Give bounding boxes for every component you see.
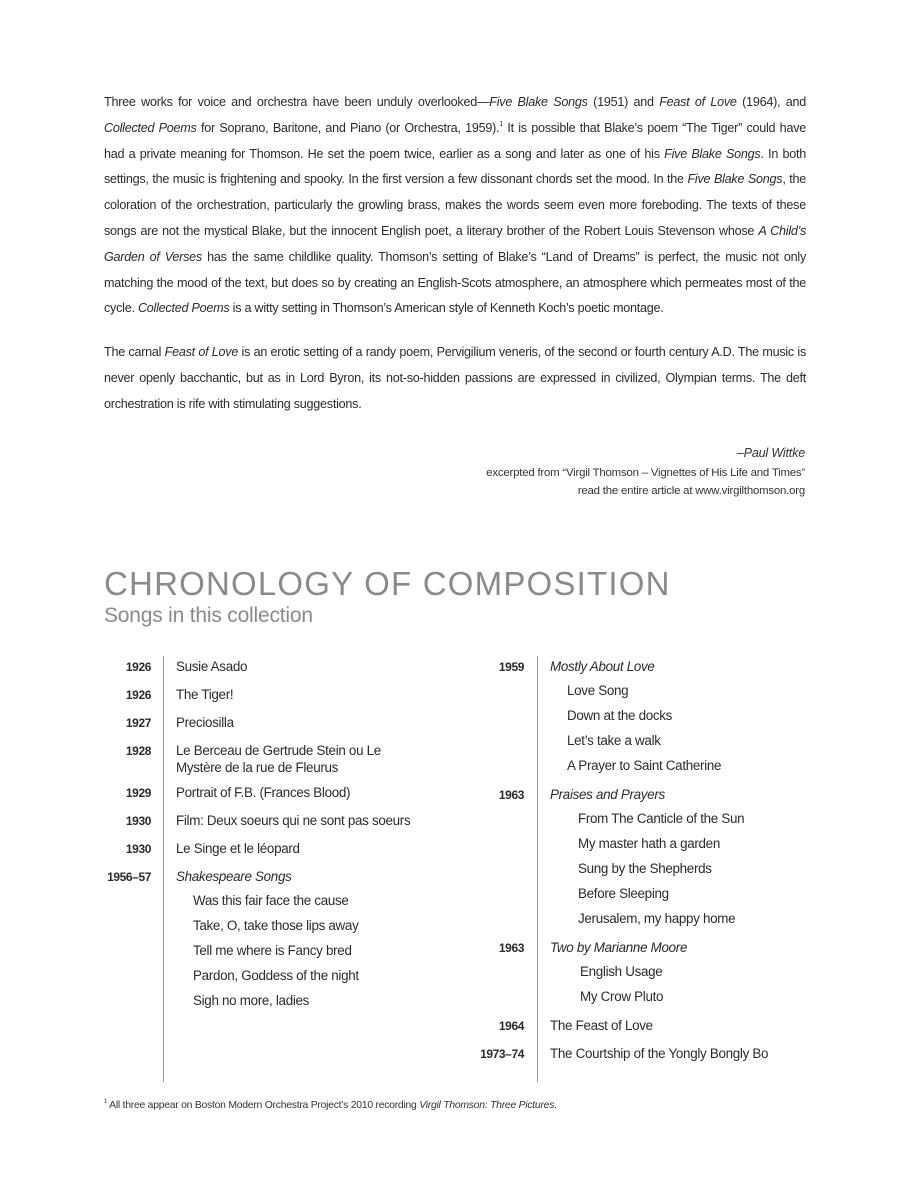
chronology-entry bbox=[470, 937, 810, 1009]
entry-year: 1930 bbox=[125, 842, 151, 856]
entry-title: Portrait of F.B. (Frances Blood) bbox=[176, 785, 351, 800]
entry-year: 1956–57 bbox=[107, 870, 151, 884]
chronology-entry bbox=[470, 656, 810, 778]
song-item: Was this fair face the cause bbox=[193, 893, 349, 908]
essay-paragraph-2 bbox=[104, 340, 806, 417]
song-list bbox=[567, 678, 810, 778]
collection-title: Mostly About Love bbox=[550, 659, 655, 674]
entry-year: 1973–74 bbox=[480, 1047, 524, 1061]
text-run: (1951) and bbox=[587, 95, 660, 109]
collection-title: Shakespeare Songs bbox=[176, 869, 292, 884]
entry-year: 1926 bbox=[125, 688, 151, 702]
text-run: It is possible that Blake’s poem “The Tiger” could have had a private meaning for Thomson. He set the poem twice, earlier as a song and later as one of his bbox=[104, 120, 806, 161]
chronology-left-column bbox=[96, 656, 426, 1019]
song-item: Let’s take a walk bbox=[567, 733, 661, 748]
text-run: Three works for voice and orchestra have been unduly overlooked— bbox=[104, 95, 490, 109]
credits-block bbox=[486, 442, 805, 500]
chronology-entry bbox=[96, 740, 426, 776]
entry-title: The Tiger! bbox=[176, 687, 234, 702]
italic-title: Feast of Love bbox=[659, 95, 737, 109]
song-item: Tell me where is Fancy bred bbox=[193, 943, 352, 958]
text-run: is an erotic setting of a randy poem, Pervigilium veneris, of the second or fourth century A.D. The music is never openly bacchantic, but as in Lord Byron, its not-so-hidden passions are expressed in civilized, Olympian terms. The deft orchestration is rife with stimulating suggestions. bbox=[104, 345, 806, 411]
entry-year: 1927 bbox=[125, 716, 151, 730]
chronology-entry bbox=[470, 784, 810, 931]
song-item: Sigh no more, ladies bbox=[193, 993, 310, 1008]
entry-title: Le Singe et le léopard bbox=[176, 841, 300, 856]
entry-year: 1964 bbox=[498, 1019, 524, 1033]
entry-title: The Courtship of the Yongly Bongly Bo bbox=[550, 1046, 769, 1061]
text-run: The carnal bbox=[104, 345, 165, 360]
italic-title: A Child’s Garden of Verses bbox=[104, 223, 806, 264]
song-list bbox=[580, 959, 810, 1009]
song-item: My Crow Pluto bbox=[580, 989, 664, 1004]
chronology-entry bbox=[96, 782, 426, 804]
song-item: Jerusalem, my happy home bbox=[578, 911, 736, 926]
article-link-line: read the entire article at www.virgilthomson.org bbox=[577, 485, 805, 497]
entry-year: 1926 bbox=[125, 660, 151, 674]
footnote-recording: Virgil Thomson: Three Pictures bbox=[419, 1100, 555, 1111]
song-item: English Usage bbox=[580, 964, 663, 979]
source-line: excerpted from “Virgil Thomson – Vignettes of His Life and Times” bbox=[486, 467, 805, 479]
song-item: Pardon, Goddess of the night bbox=[193, 968, 359, 983]
italic-title: Collected Poems bbox=[137, 301, 230, 316]
entry-title: The Feast of Love bbox=[550, 1018, 653, 1033]
text-run: , the coloration of the orchestration, particularly the growling brass, makes the words seem even more foreboding. The texts of these songs are not the mystical Blake, but the innocent English poet, a literary brother of the Robert Louis Stevenson whose bbox=[104, 172, 806, 238]
collection-title: Two by Marianne Moore bbox=[550, 940, 688, 955]
footnote bbox=[104, 1099, 557, 1111]
section-title: CHRONOLOGY OF COMPOSITION bbox=[104, 565, 671, 602]
chronology-entry bbox=[96, 866, 426, 1013]
entry-year: 1930 bbox=[125, 814, 151, 828]
entry-year: 1959 bbox=[498, 660, 524, 674]
text-run: . In both settings, the music is frightening and spooky. In the first version a few dissonant chords set the mood. In the bbox=[104, 146, 806, 187]
footnote-end: . bbox=[554, 1100, 557, 1111]
italic-title: Five Blake Songs bbox=[664, 146, 761, 161]
footnote-mark: 1 bbox=[104, 1099, 108, 1105]
song-item: A Prayer to Saint Catherine bbox=[567, 758, 722, 773]
entry-title: Preciosilla bbox=[176, 715, 234, 730]
italic-title: Collected Poems bbox=[104, 120, 197, 135]
entry-year: 1963 bbox=[498, 788, 524, 802]
footnote-ref: 1 bbox=[499, 120, 503, 128]
song-item: Down at the docks bbox=[567, 708, 673, 723]
italic-title: Five Blake Songs bbox=[489, 95, 588, 109]
text-run: is a witty setting in Thomson’s American style of Kenneth Koch’s poetic montage. bbox=[229, 301, 664, 316]
entry-year: 1928 bbox=[125, 744, 151, 758]
song-item: My master hath a garden bbox=[578, 836, 720, 851]
chronology-entry bbox=[96, 684, 426, 706]
chronology-entry bbox=[470, 1015, 810, 1037]
essay-paragraph-1 bbox=[104, 90, 806, 322]
song-item: Before Sleeping bbox=[578, 886, 669, 901]
italic-title: Feast of Love bbox=[164, 345, 239, 360]
chronology-entry bbox=[470, 1043, 810, 1065]
section-subtitle: Songs in this collection bbox=[104, 604, 313, 627]
italic-title: Five Blake Songs bbox=[687, 172, 783, 187]
essay-text bbox=[104, 90, 806, 418]
text-run: has the same childlike quality. Thomson’s setting of Blake’s “Land of Dreams” is perfect, the music not only matching the mood of the text, but does so by creating an English-Scots atmosphere, an atmosphere which permeates most of the cycle. bbox=[104, 249, 806, 316]
text-run: (1964), and bbox=[736, 95, 806, 109]
song-item: Sung by the Shepherds bbox=[578, 861, 712, 876]
chronology-entry bbox=[96, 838, 426, 860]
song-list bbox=[193, 888, 426, 1013]
chronology-right-column bbox=[470, 656, 810, 1071]
text-run: for Soprano, Baritone, and Piano (or Orchestra, 1959). bbox=[196, 120, 500, 135]
song-list bbox=[578, 806, 810, 931]
chronology-entry bbox=[96, 712, 426, 734]
entry-title: Film: Deux soeurs qui ne sont pas soeurs bbox=[176, 813, 411, 828]
collection-title: Praises and Prayers bbox=[550, 787, 665, 802]
chronology-entry bbox=[96, 656, 426, 678]
entry-title: Susie Asado bbox=[176, 659, 248, 674]
author-credit: –Paul Wittke bbox=[736, 446, 805, 460]
entry-title: Le Berceau de Gertrude Stein ou Le Mystère de la rue de Fleurus bbox=[176, 743, 381, 775]
chronology-entry bbox=[96, 810, 426, 832]
footnote-text: All three appear on Boston Modern Orchestra Project’s 2010 recording bbox=[107, 1100, 420, 1111]
song-item: Take, O, take those lips away bbox=[193, 918, 359, 933]
song-item: Love Song bbox=[567, 683, 629, 698]
entry-year: 1963 bbox=[498, 941, 524, 955]
entry-year: 1929 bbox=[125, 786, 151, 800]
song-item: From The Canticle of the Sun bbox=[578, 811, 745, 826]
